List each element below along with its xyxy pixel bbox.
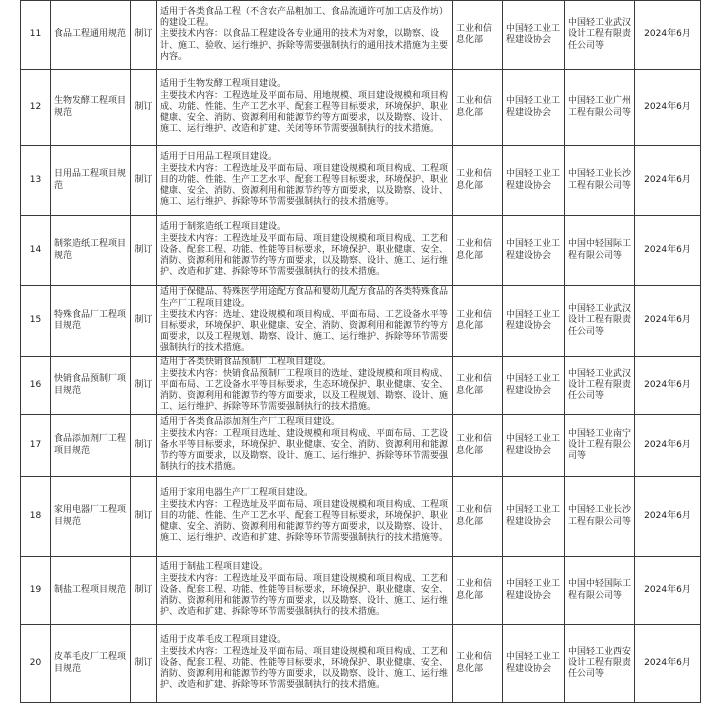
scope-text: 适用于皮革毛皮工程项目建设。 bbox=[160, 635, 287, 646]
row-number: 11 bbox=[21, 1, 51, 70]
standard-description bbox=[157, 415, 453, 477]
table-row bbox=[21, 70, 701, 146]
content-text: 主要技术内容：工程选址及平面布局、用地规模、项目建设规模和项目构成、功能、性能、生产工艺水平、配套工程等目标要求，环境保护、职业健康、安全、消防、资源利用和能源节约等方面要求，以及勘察、设计、施工、运行维护、改造和扩建、关闭等环节需要强制执行的技术措施。 bbox=[160, 90, 449, 135]
standard-description bbox=[157, 146, 453, 216]
table-row bbox=[21, 216, 701, 286]
organizer: 中国轻工业工程建设协会 bbox=[503, 216, 565, 286]
standard-description bbox=[157, 70, 453, 146]
revision-type: 制订 bbox=[131, 557, 157, 625]
content-text: 主要技术内容：以食品工程建设各专业通用的技术为对象，以勘察、设计、施工、验收、运行维护、拆除等需要强制执行的通用技术措施为主要内容。 bbox=[160, 29, 449, 62]
table-row bbox=[21, 415, 701, 477]
standard-name: 特殊食品厂工程项目规范 bbox=[51, 286, 131, 357]
drafting-unit: 中国中轻国际工程有限公司等 bbox=[565, 557, 635, 625]
completion-date: 2024年6月 bbox=[635, 415, 701, 477]
drafting-unit: 中国轻工业长沙工程有限公司等 bbox=[565, 146, 635, 216]
row-number: 17 bbox=[21, 415, 51, 477]
revision-type: 制订 bbox=[131, 357, 157, 415]
standard-description bbox=[157, 216, 453, 286]
drafting-unit: 中国轻工业武汉设计工程有限责任公司等 bbox=[565, 1, 635, 70]
table-row bbox=[21, 625, 701, 703]
completion-date: 2024年6月 bbox=[635, 286, 701, 357]
content-text: 主要技术内容：工程项目选址、建设规模和项目构成、平面布局、工艺设备水平等目标要求，环境保护、职业健康、安全、消防、资源利用和能源节约等方面要求，以及勘察、设计、施工、运行维护、拆除等环节需要强制执行的技术措施。 bbox=[160, 428, 449, 473]
standard-name: 食品工程通用规范 bbox=[51, 1, 131, 70]
standard-description bbox=[157, 357, 453, 415]
department: 工业和信息化部 bbox=[453, 477, 503, 557]
standard-name: 家用电器厂工程项目规范 bbox=[51, 477, 131, 557]
department: 工业和信息化部 bbox=[453, 357, 503, 415]
completion-date: 2024年6月 bbox=[635, 557, 701, 625]
revision-type: 制订 bbox=[131, 70, 157, 146]
completion-date: 2024年6月 bbox=[635, 1, 701, 70]
revision-type: 制订 bbox=[131, 286, 157, 357]
completion-date: 2024年6月 bbox=[635, 625, 701, 703]
drafting-unit: 中国轻工业武汉设计工程有限责任公司等 bbox=[565, 357, 635, 415]
drafting-unit: 中国中轻国际工程有限公司等 bbox=[565, 216, 635, 286]
standard-description bbox=[157, 477, 453, 557]
row-number: 15 bbox=[21, 286, 51, 357]
completion-date: 2024年6月 bbox=[635, 357, 701, 415]
table-row bbox=[21, 357, 701, 415]
revision-type: 制订 bbox=[131, 216, 157, 286]
standard-name: 食品添加剂厂工程项目规范 bbox=[51, 415, 131, 477]
drafting-unit: 中国轻工业长沙工程有限公司等 bbox=[565, 477, 635, 557]
organizer: 中国轻工业工程建设协会 bbox=[503, 1, 565, 70]
completion-date: 2024年6月 bbox=[635, 70, 701, 146]
row-number: 12 bbox=[21, 70, 51, 146]
content-text: 主要技术内容：工程选址及平面布局、项目建设规模和项目构成、工艺和设备、配套工程、功能、性能等目标要求，环境保护、职业健康、安全、消防、资源利用和能源节约等方面要求，以及勘察、设计、施工、运行维护、改造和扩建、拆除等环节需要强制执行的技术措施。 bbox=[160, 233, 449, 278]
scope-text: 适用于家用电器生产厂工程项目建设。 bbox=[160, 488, 314, 499]
standard-description bbox=[157, 286, 453, 357]
scope-text: 适用于生物发酵工程项目建设。 bbox=[160, 79, 287, 90]
department: 工业和信息化部 bbox=[453, 70, 503, 146]
scope-text: 适用于各类食品工程（不含农产品粗加工、食品流通许可加工店及作坊）的建设工程。 bbox=[160, 6, 449, 29]
department: 工业和信息化部 bbox=[453, 286, 503, 357]
department: 工业和信息化部 bbox=[453, 216, 503, 286]
revision-type: 制订 bbox=[131, 1, 157, 70]
scope-text: 适用于制浆造纸工程项目建设。 bbox=[160, 222, 287, 233]
organizer: 中国轻工业工程建设协会 bbox=[503, 286, 565, 357]
drafting-unit: 中国轻工业武汉设计工程有限责任公司等 bbox=[565, 286, 635, 357]
revision-type: 制订 bbox=[131, 146, 157, 216]
standard-name: 快销食品预制厂项目规范 bbox=[51, 357, 131, 415]
content-text: 主要技术内容：工程选址及平面布局、项目建设规模和项目构成、工程项目的功能、性能、生产工艺水平、配套工程等目标要求，环境保护、职业健康、安全、消防、资源利用和能源节约等方面要求，以及勘察、设计、施工、运行维护、拆除等环节需要强制执行的技术措施等。 bbox=[160, 163, 449, 208]
table-body bbox=[21, 1, 701, 703]
scope-text: 适用于制盐工程项目建设。 bbox=[160, 562, 269, 573]
table-row bbox=[21, 557, 701, 625]
scope-text: 适用于各类食品添加剂生产厂工程项目建设。 bbox=[160, 417, 341, 428]
completion-date: 2024年6月 bbox=[635, 477, 701, 557]
department: 工业和信息化部 bbox=[453, 625, 503, 703]
completion-date: 2024年6月 bbox=[635, 146, 701, 216]
content-text: 主要技术内容：工程选址及平面布局、项目建设规模和项目构成、工艺和设备、配套工程、功能、性能等目标要求，环境保护、职业健康、安全、消防、资源利用和能源节约等方面要求，以及勘察、设计、施工、运行维护、改造和扩建、拆除等环节需要强制执行的技术措施。 bbox=[160, 573, 449, 618]
revision-type: 制订 bbox=[131, 477, 157, 557]
row-number: 19 bbox=[21, 557, 51, 625]
drafting-unit: 中国轻工业南宁设计工程有限公司等 bbox=[565, 415, 635, 477]
row-number: 14 bbox=[21, 216, 51, 286]
scope-text: 适用于日用品工程项目建设。 bbox=[160, 152, 278, 163]
standards-table bbox=[20, 0, 701, 703]
organizer: 中国轻工业工程建设协会 bbox=[503, 70, 565, 146]
row-number: 13 bbox=[21, 146, 51, 216]
standard-name: 生物发酵工程项目规范 bbox=[51, 70, 131, 146]
organizer: 中国轻工业工程建设协会 bbox=[503, 477, 565, 557]
organizer: 中国轻工业工程建设协会 bbox=[503, 415, 565, 477]
standard-description bbox=[157, 625, 453, 703]
scope-text: 适用于保健品、特殊医学用途配方食品和婴幼儿配方食品的各类特殊食品生产厂工程项目建设。 bbox=[160, 287, 449, 309]
content-text: 主要技术内容：快销食品预制厂工程项目的选址、建设规模和项目构成、平面布局、工艺设备水平等目标要求，生态环境保护、职业健康、安全、消防、资源利用和能源节约等方面要求，以及工程规划、勘察、设计、施工、运行维护、拆除等环节需要强制执行的技术措施。 bbox=[160, 368, 449, 413]
content-text: 主要技术内容：工程选址及平面布局、项目建设规模和项目构成、工程项目的功能、性能、生产工艺水平、配套工程等目标要求，环境保护、职业健康、安全、消防、资源利用和能源节约等方面要求，以及勘察、设计、施工、运行维护、改造和扩建、拆除等环节需要强制执行的技术措施等。 bbox=[160, 499, 449, 544]
completion-date: 2024年6月 bbox=[635, 216, 701, 286]
drafting-unit: 中国轻工业西安设计工程有限责任公司等 bbox=[565, 625, 635, 703]
standard-description bbox=[157, 557, 453, 625]
drafting-unit: 中国轻工业广州工程有限公司等 bbox=[565, 70, 635, 146]
department: 工业和信息化部 bbox=[453, 1, 503, 70]
table-row bbox=[21, 477, 701, 557]
department: 工业和信息化部 bbox=[453, 557, 503, 625]
standard-description bbox=[157, 1, 453, 70]
department: 工业和信息化部 bbox=[453, 415, 503, 477]
standard-name: 制浆造纸工程项目规范 bbox=[51, 216, 131, 286]
organizer: 中国轻工业工程建设协会 bbox=[503, 557, 565, 625]
row-number: 20 bbox=[21, 625, 51, 703]
standard-name: 皮革毛皮厂工程项目规范 bbox=[51, 625, 131, 703]
row-number: 18 bbox=[21, 477, 51, 557]
standard-name: 日用品工程项目规范 bbox=[51, 146, 131, 216]
organizer: 中国轻工业工程建设协会 bbox=[503, 625, 565, 703]
organizer: 中国轻工业工程建设协会 bbox=[503, 146, 565, 216]
standard-name: 制盐工程项目规范 bbox=[51, 557, 131, 625]
revision-type: 制订 bbox=[131, 625, 157, 703]
row-number: 16 bbox=[21, 357, 51, 415]
organizer: 中国轻工业工程建设协会 bbox=[503, 357, 565, 415]
revision-type: 制订 bbox=[131, 415, 157, 477]
content-text: 主要技术内容：工程选址及平面布局、项目建设规模和项目构成、工艺和设备、配套工程、功能、性能等目标要求，环境保护、职业健康、安全、消防、资源利用和能源节约等方面要求，以及勘察、设计、施工、运行维护、改造和扩建、拆除等环节需要强制执行的技术措施。 bbox=[160, 646, 449, 691]
table-row bbox=[21, 286, 701, 357]
table-row bbox=[21, 146, 701, 216]
content-text: 主要技术内容：选址、建设规模和项目构成、平面布局、工艺设备水平等目标要求，环境保护、职业健康、安全、消防、资源利用和能源节约等方面要求，以及工程规划、勘察、设计、施工、运行维护、拆除等环节需要强制执行的技术措施。 bbox=[160, 309, 449, 354]
scope-text: 适用于各类快销食品预制厂工程项目建设。 bbox=[160, 357, 332, 368]
department: 工业和信息化部 bbox=[453, 146, 503, 216]
table-row bbox=[21, 1, 701, 70]
